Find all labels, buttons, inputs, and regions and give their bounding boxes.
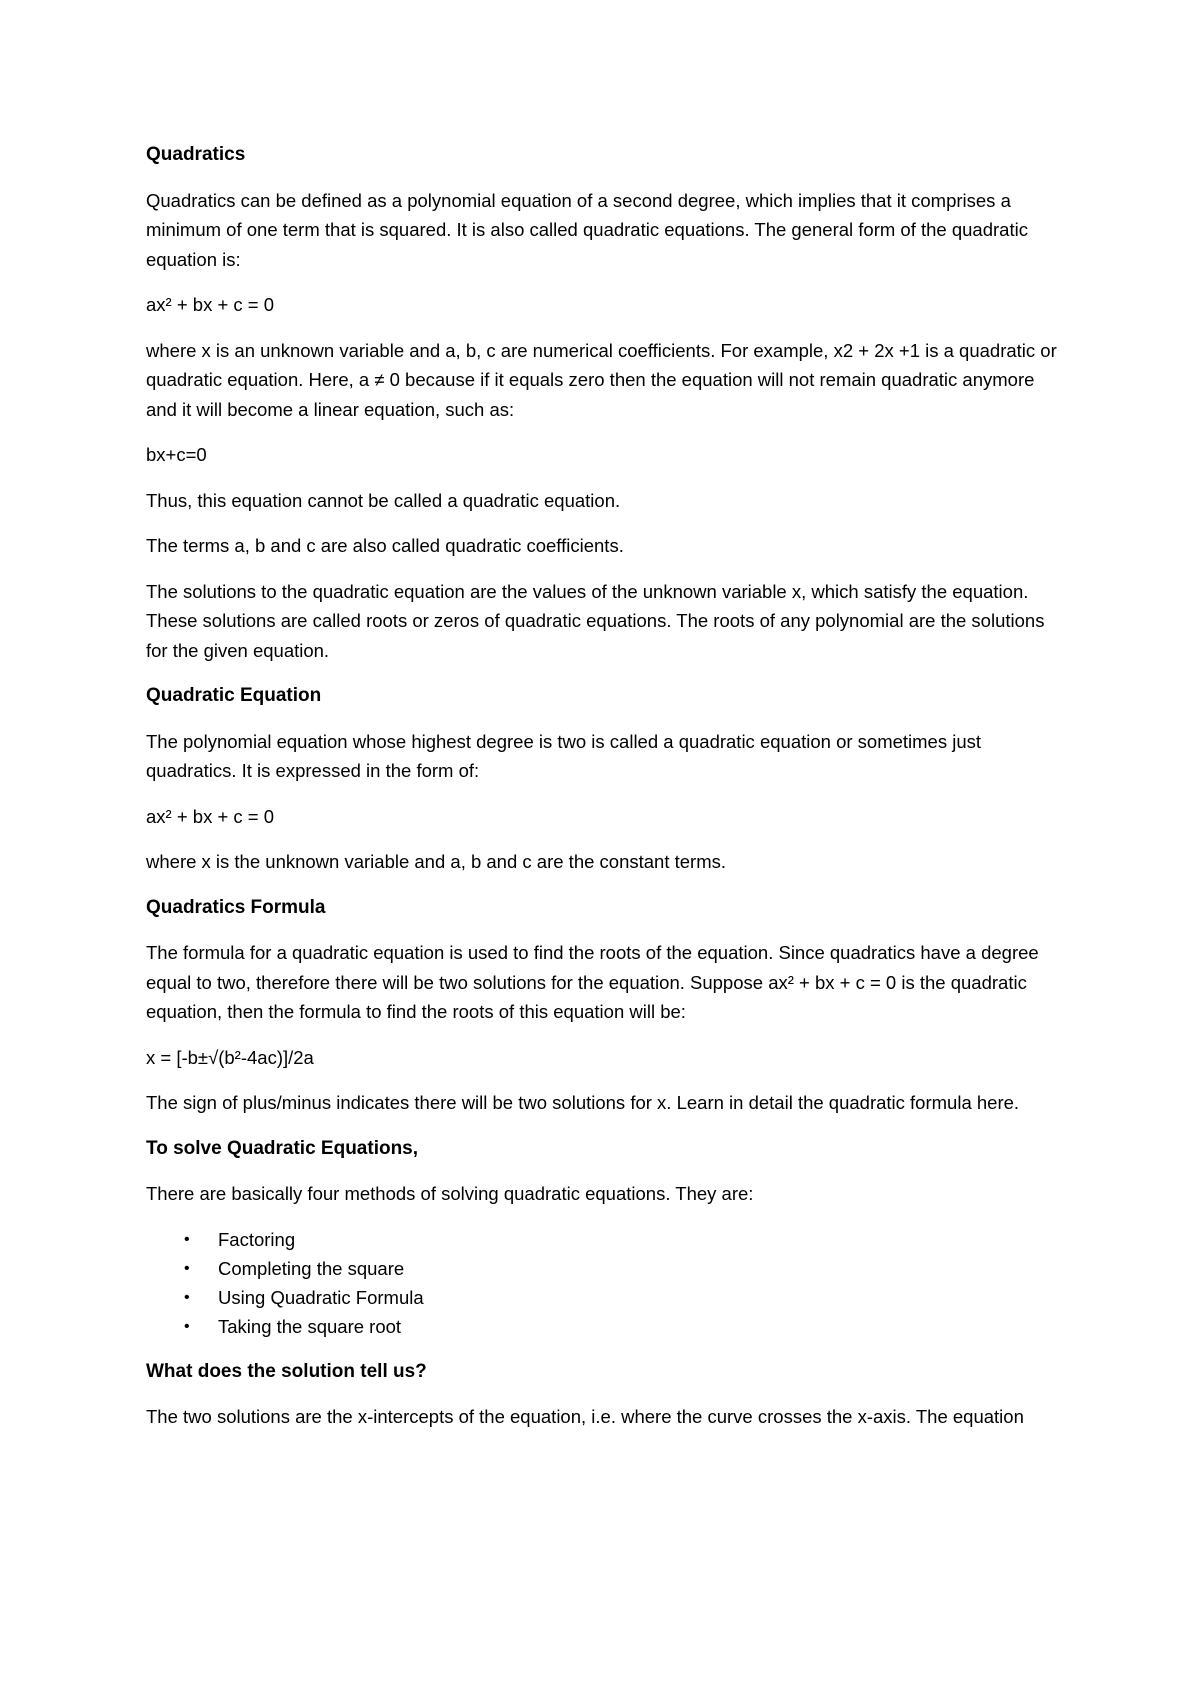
paragraph-plus-minus: The sign of plus/minus indicates there will be two solutions for x. Learn in detail the quadratic formula here. [146,1092,1020,1113]
list-item [146,1312,1066,1341]
paragraph-polynomial: The polynomial equation whose highest degree is two is called a quadratic equation or sometimes just quadratics. It is expressed in the form of: [146,730,982,781]
bullet-icon: • [184,1288,190,1306]
heading-quadratics: Quadratics [146,144,246,165]
paragraph-not-quadratic: Thus, this equation cannot be called a quadratic equation. [146,489,621,511]
paragraph-definition: Quadratics can be defined as a polynomial equation of a second degree, which implies that it comprises a minimum of one term that is squared. It is also called quadratic equations. The general form of the quadratic equation is: [146,189,1028,270]
document-page [146,140,1066,1448]
bullet-icon: • [184,1259,190,1277]
method-label: Taking the square root [218,1315,402,1337]
equation-standard-form: ax² + bx + c = 0 [146,805,275,827]
equation-general-form: ax² + bx + c = 0 [146,294,275,315]
paragraph-x-intercepts: The two solutions are the x-intercepts of the equation, i.e. where the curve crosses the x-axis. The equation [146,1406,1024,1427]
paragraph-coefficients: where x is an unknown variable and a, b, c are numerical coefficients. For example, x2 + 2x +1 is a quadratic or quadratic equation. Here, a ≠ 0 because if it equals zero then the equation will not remain quadratic anymore and it will become a linear equation, such as: [146,339,1057,420]
heading-quadratics-formula: Quadratics Formula [146,896,326,918]
list-item [146,1225,1066,1254]
bullet-icon: • [184,1230,190,1248]
bullet-icon: • [184,1317,190,1335]
paragraph-quadratic-coefficients: The terms a, b and c are also called quadratic coefficients. [146,535,624,556]
paragraph-methods-intro: There are basically four methods of solving quadratic equations. They are: [146,1183,754,1204]
equation-linear: bx+c=0 [146,444,207,465]
list-item [146,1254,1066,1283]
method-label: Completing the square [218,1257,405,1279]
paragraph-constant-terms: where x is the unknown variable and a, b and c are the constant terms. [146,851,726,872]
heading-quadratic-equation: Quadratic Equation [146,685,322,706]
methods-list [146,1225,1066,1341]
list-item [146,1283,1066,1312]
method-label: Factoring [218,1228,296,1250]
method-label: Using Quadratic Formula [218,1286,424,1308]
heading-solve: To solve Quadratic Equations, [146,1137,419,1159]
equation-quadratic-formula: x = [-b±√(b²-4ac)]/2a [146,1046,314,1068]
paragraph-formula: The formula for a quadratic equation is used to find the roots of the equation. Since quadratics have a degree equal to two, therefore there will be two solutions for the equation. Suppose ax² + bx + c = 0 is the quadratic equation, then the formula to find the roots of this equation will be: [146,942,1039,1022]
paragraph-solutions: The solutions to the quadratic equation are the values of the unknown variable x, which satisfy the equation. These solutions are called roots or zeros of quadratic equations. The roots of any polynomial are the solutions for the given equation. [146,580,1045,661]
heading-solution: What does the solution tell us? [146,1360,427,1382]
